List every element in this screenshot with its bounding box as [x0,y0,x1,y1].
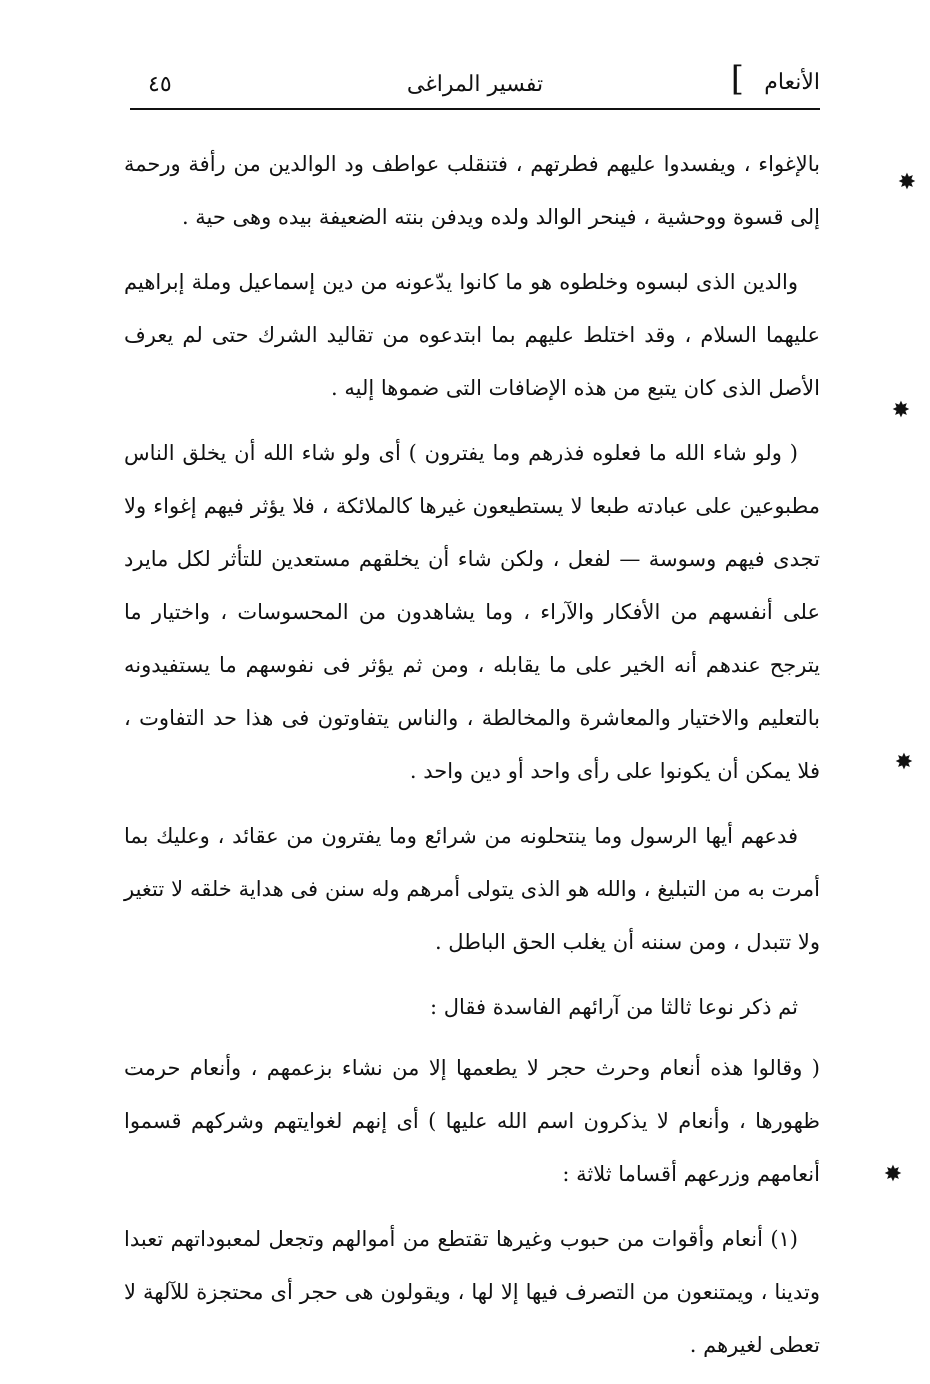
page-number: ٤٥ [148,72,172,97]
paragraph: ثم ذكر نوعا ثالثا من آرائهم الفاسدة فقال : [430,995,798,1019]
paragraph: ( ولو شاء الله ما فعلوه فذرهم وما يفترون ) أى ولو شاء الله أن يخلق الناس مطبوعين على عبادته طبعا لا يستطيعون غيرها كالملائكة ، فلا يؤثر فيهم إغواء ولا تجدى فيهم وسوسة — لفعل ، ولكن شاء أن يخلقهم مستعدين للتأثر لكل مايرد على أنفسهم من الأفكار والآراء ، وما يشاهدون من المحسوسات ، واختيار ما يترجح عندهم أنه الخير على ما يقابله ، ومن ثم يؤثر فى نفوسهم ما يستفيدونه بالتعليم والاختيار والمعاشرة والمخالطة ، والناس يتفاوتون فى هذا حد التفاوت ، فلا يمكن أن يكونوا على رأى واحد أو دين واحد . [124,441,820,783]
header-bracket: ] [730,59,744,99]
paragraph: بالإغواء ، ويفسدوا عليهم فطرتهم ، فتنقلب عواطف ود الوالدين من رأفة ورحمة إلى قسوة ووحشية ، فينحر الوالد ولده ويدفن بنته الضعيفة بيده وهى حية . [124,152,820,229]
paragraph: (١) أنعام وأقوات من حبوب وغيرها تقتطع من أموالهم وتجعل لمعبوداتهم تعبدا وتدينا ، ويمتنعون من التصرف فيها إلا لها ، ويقولون هى حجر أى محتجزة للآلهة لا تعطى لغيرهم . [124,1227,820,1357]
page-body [124,138,820,1384]
ink-blot-mark: ✸ [897,170,917,195]
book-title: تفسير المراغى [406,72,544,97]
ink-blot-mark: ✸ [883,1162,903,1187]
page-header [130,59,820,106]
chapter-name: الأنعام [764,70,820,95]
paragraph: فدعهم أيها الرسول وما ينتحلونه من شرائع وما يفترون من عقائد ، وعليك بما أمرت به من التبليغ ، والله هو الذى يتولى أمرهم وله سنن فى هداية خلقه لا تتغير ولا تتبدل ، ومن سننه أن يغلب الحق الباطل . [124,824,820,954]
ink-blot-mark: ✸ [894,750,914,775]
header-rule [130,108,820,110]
paragraph: ( وقالوا هذه أنعام وحرث حجر لا يطعمها إلا من نشاء بزعمهم ، وأنعام حرمت ظهورها ، وأنعام لا يذكرون اسم الله عليها ) أى إنهم لغوايتهم وشركهم قسموا أنعامهم وزرعهم أقساما ثلاثة : [124,1056,820,1186]
paragraph: والدين الذى لبسوه وخلطوه هو ما كانوا يدّعونه من دين إسماعيل وملة إبراهيم عليهما السلام ، وقد اختلط عليهم بما ابتدعوه من تقاليد الشرك حتى لم يعرف الأصل الذى كان يتبع من هذه الإضافات التى ضموها إليه . [124,270,820,400]
ink-blot-mark: ✸ [891,398,911,423]
